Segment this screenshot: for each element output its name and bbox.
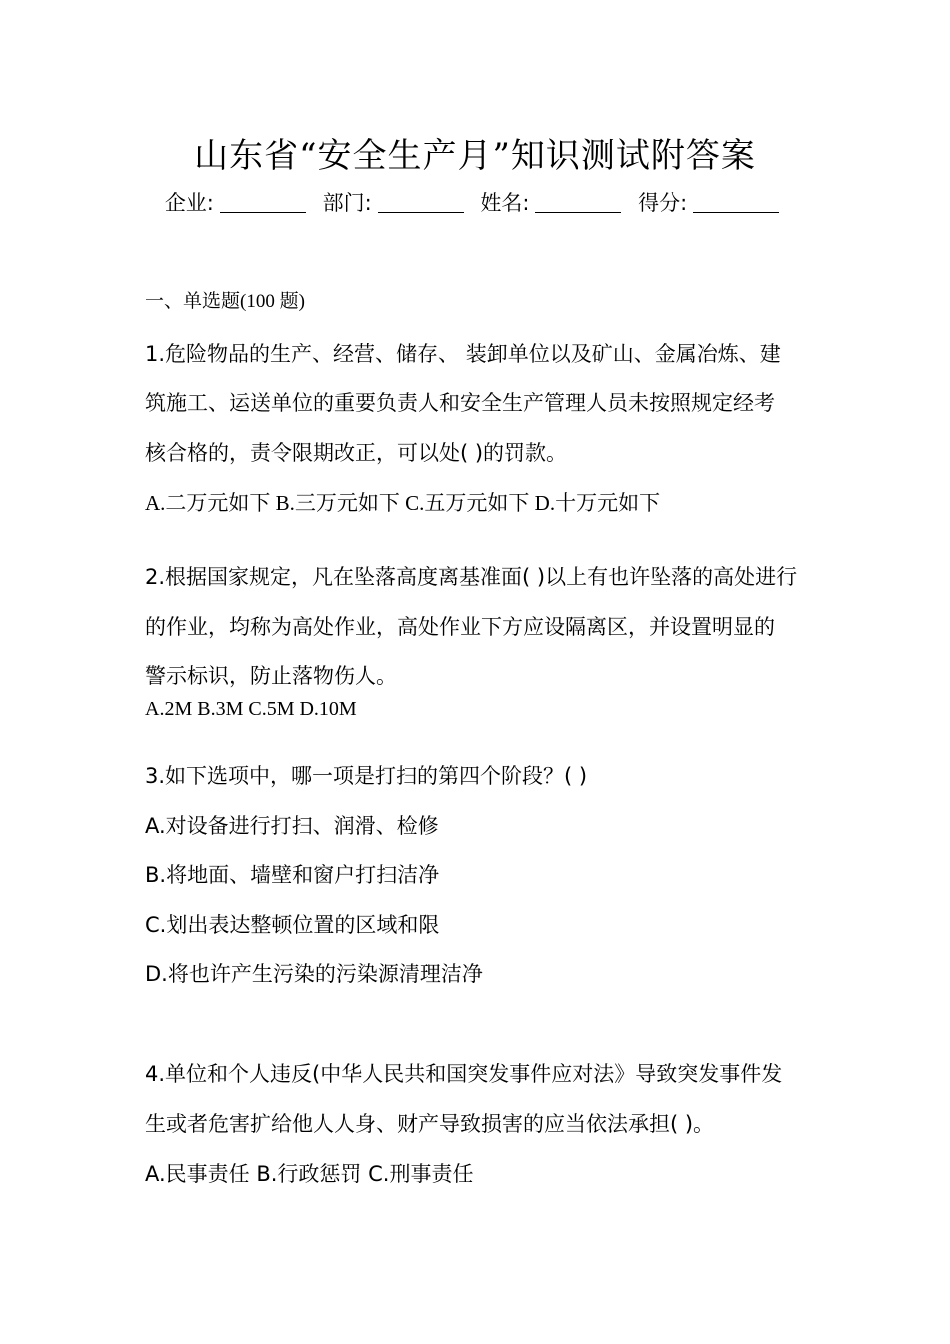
question-1-line-1: 1.危险物品的生产、经营、储存、 装卸单位以及矿山、金属冶炼、建	[145, 342, 781, 366]
question-4-line-1: 4.单位和个人违反(中华人民共和国突发事件应对法》导致突发事件发	[145, 1062, 783, 1086]
company-blank	[220, 194, 306, 213]
company-label: 企业:	[164, 191, 214, 215]
info-row	[0, 187, 950, 217]
document-title: 山东省“安全生产月”知识测试附答案	[194, 136, 756, 176]
dept-label: 部门:	[322, 191, 372, 215]
question-1-line-3: 核合格的，责令限期改正，可以处( )的罚款。	[145, 441, 568, 465]
question-2-line-2: 的作业，均称为高处作业，高处作业下方应设隔离区，并设置明显的	[145, 615, 775, 639]
question-3-option-a: A.对设备进行打扫、润滑、检修	[145, 814, 439, 838]
question-4-options: A.民事责任 B.行政惩罚 C.刑事责任	[145, 1162, 474, 1186]
score-blank	[693, 194, 779, 213]
question-3-option-b: B.将地面、墙壁和窗户打扫洁净	[145, 863, 440, 887]
name-label: 姓名:	[480, 191, 530, 215]
question-1-line-2: 筑施工、运送单位的重要负责人和安全生产管理人员未按照规定经考	[145, 391, 775, 415]
question-1-options: A.二万元如下 B.三万元如下 C.五万元如下 D.十万元如下	[145, 491, 661, 515]
question-3-line-1: 3.如下选项中，哪一项是打扫的第四个阶段？( )	[145, 764, 588, 788]
question-4-line-2: 生或者危害扩给他人人身、财产导致损害的应当依法承担( )。	[145, 1112, 715, 1136]
name-blank	[535, 194, 621, 213]
question-3-option-d: D.将也许产生污染的污染源清理洁净	[145, 962, 483, 986]
question-2-options: A.2M B.3M C.5M D.10M	[145, 698, 357, 720]
score-label: 得分:	[638, 191, 688, 215]
question-3-option-c: C.划出表达整顿位置的区域和限	[145, 913, 440, 937]
dept-blank	[378, 194, 464, 213]
question-2-line-1: 2.根据国家规定，凡在坠落高度离基准面( )以上有也许坠落的高处进行	[145, 565, 798, 589]
question-2-line-3: 警示标识，防止落物伤人。	[145, 664, 397, 688]
section-heading: 一、单选题(100 题)	[145, 291, 305, 312]
